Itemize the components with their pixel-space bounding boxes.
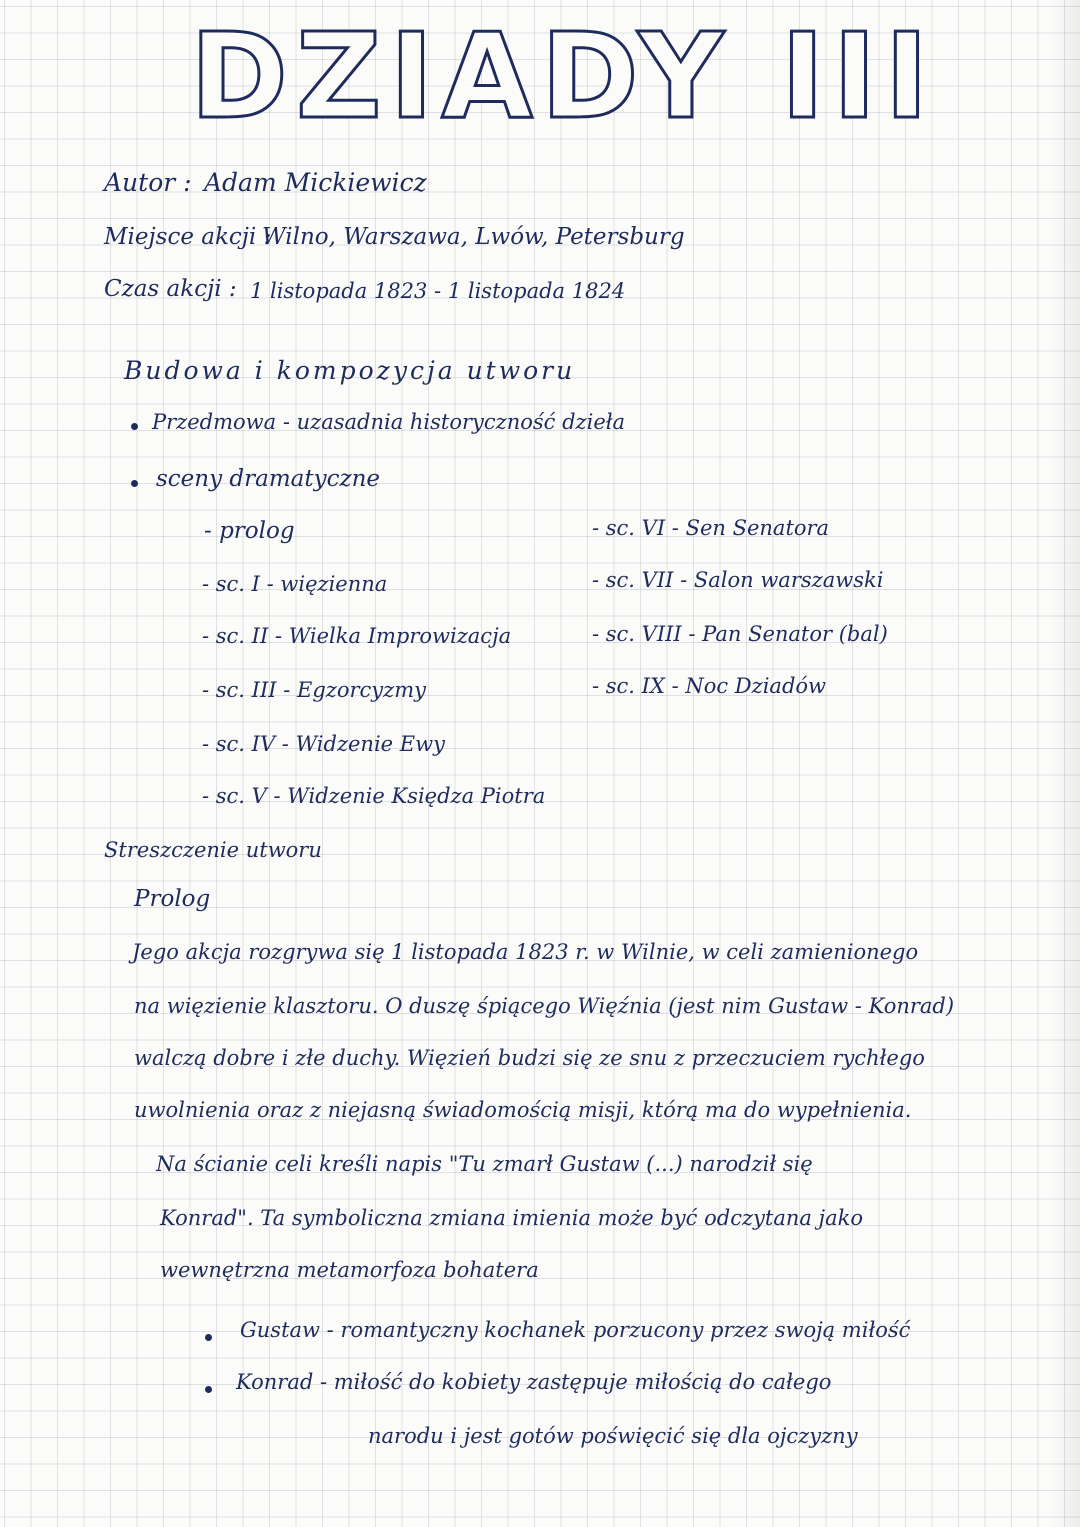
note-line: narodu i jest gotów poświęcić się dla ojczyzny: [368, 1424, 858, 1448]
scene-item: - sc. VI - Sen Senatora: [592, 516, 830, 540]
summary-heading: Streszczenie utworu: [104, 838, 322, 862]
place-label: Miejsce akcji :: [104, 224, 272, 250]
bullet-dot: [131, 423, 138, 430]
scene-item: - sc. IV - Widzenie Ewy: [202, 732, 445, 756]
time-value: 1 listopada 1823 - 1 listopada 1824: [250, 279, 626, 303]
paragraph-line: Na ścianie celi kreśli napis "Tu zmarł Gustaw (...) narodził się: [156, 1152, 813, 1176]
scene-item: - prolog: [204, 518, 295, 544]
paragraph-line: walczą dobre i złe duchy. Więzień budzi się ze snu z przeczuciem rychłego: [134, 1046, 925, 1070]
paragraph-line: Jego akcja rozgrywa się 1 listopada 1823 r. w Wilnie, w celi zamienionego: [132, 940, 919, 964]
time-label: Czas akcji :: [104, 276, 237, 302]
structure-bullet: Przedmowa - uzasadnia historyczność dzieła: [152, 410, 626, 434]
paragraph-line: Konrad". Ta symboliczna zmiana imienia może być odczytana jako: [160, 1206, 863, 1230]
scene-item: - sc. IX - Noc Dziadów: [592, 674, 827, 698]
author-label: Autor :: [104, 168, 192, 197]
structure-heading: Budowa i kompozycja utworu: [124, 356, 576, 385]
page-edge-shadow: [1050, 0, 1080, 1527]
paragraph-line: uwolnienia oraz z niejasną świadomością misji, którą ma do wypełnienia.: [134, 1098, 912, 1122]
bullet-dot: [205, 1386, 212, 1393]
page-title: DZIADY III: [190, 7, 937, 145]
structure-bullet: sceny dramatyczne: [156, 466, 381, 492]
author-value: Adam Mickiewicz: [204, 168, 427, 197]
scene-item: - sc. II - Wielka Improwizacja: [202, 624, 512, 648]
bullet-dot: [131, 480, 138, 487]
bullet-dot: [205, 1334, 212, 1341]
scene-item: - sc. I - więzienna: [202, 572, 388, 596]
note-line: Gustaw - romantyczny kochanek porzucony przez swoją miłość: [240, 1318, 911, 1342]
scene-item: - sc. VII - Salon warszawski: [592, 568, 884, 592]
scene-item: - sc. V - Widzenie Księdza Piotra: [202, 784, 546, 808]
note-line: Konrad - miłość do kobiety zastępuje miłością do całego: [236, 1370, 832, 1394]
paragraph-line: wewnętrzna metamorfoza bohatera: [160, 1258, 539, 1282]
scene-item: - sc. III - Egzorcyzmy: [202, 678, 426, 702]
place-value: Wilno, Warszawa, Lwów, Petersburg: [262, 224, 685, 250]
scene-item: - sc. VIII - Pan Senator (bal): [592, 622, 888, 646]
paragraph-line: na więzienie klasztoru. O duszę śpiącego Więźnia (jest nim Gustaw - Konrad): [134, 994, 955, 1018]
summary-subheading: Prolog: [134, 886, 211, 912]
